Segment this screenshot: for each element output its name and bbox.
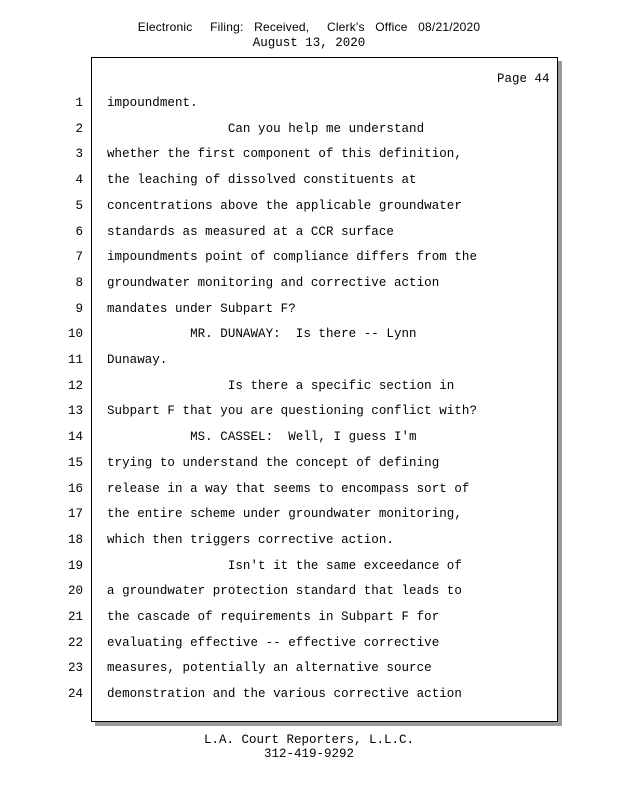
transcript-line: MS. CASSEL: Well, I guess I'm (107, 430, 417, 444)
transcript-line: the cascade of requirements in Subpart F for (107, 610, 440, 624)
line-number: 11 (67, 353, 83, 367)
transcript-line: concentrations above the applicable groundwater (107, 199, 462, 213)
reporter-company: L.A. Court Reporters, L.L.C. (203, 733, 415, 747)
line-number: 18 (67, 533, 83, 547)
transcript-line: Dunaway. (107, 353, 168, 367)
transcript-line: measures, potentially an alternative source (107, 661, 432, 675)
transcript-line: impoundments point of compliance differs from the (107, 250, 478, 264)
line-number: 3 (75, 147, 83, 161)
line-number: 8 (75, 276, 83, 290)
transcript-line: whether the first component of this definition, (107, 147, 462, 161)
line-number: 16 (67, 482, 83, 496)
transcript-date: August 13, 2020 (252, 36, 366, 50)
transcript-line: Is there a specific section in (107, 379, 455, 393)
transcript-line: evaluating effective -- effective corrective (107, 636, 440, 650)
line-number: 21 (67, 610, 83, 624)
line-number: 20 (67, 584, 83, 598)
transcript-line: standards as measured at a CCR surface (107, 225, 394, 239)
line-number: 14 (67, 430, 83, 444)
line-number: 10 (67, 327, 83, 341)
line-number: 7 (75, 250, 83, 264)
reporter-phone: 312-419-9292 (263, 747, 354, 761)
line-number: 4 (75, 173, 83, 187)
line-number: 24 (67, 687, 83, 701)
transcript-line: MR. DUNAWAY: Is there -- Lynn (107, 327, 417, 341)
electronic-filing-stamp: Electronic Filing: Received, Clerk's Office 08/21/2020 (137, 20, 481, 34)
line-number: 1 (75, 96, 83, 110)
line-number: 17 (67, 507, 83, 521)
line-number: 22 (67, 636, 83, 650)
line-number: 15 (67, 456, 83, 470)
line-number: 13 (67, 404, 83, 418)
line-number: 5 (75, 199, 83, 213)
transcript-line: Isn't it the same exceedance of (107, 559, 462, 573)
line-number: 2 (75, 122, 83, 136)
transcript-line: the leaching of dissolved constituents at (107, 173, 417, 187)
transcript-line: Subpart F that you are questioning conflict with? (107, 404, 478, 418)
footer (0, 733, 618, 761)
transcript-line: Can you help me understand (107, 122, 425, 136)
transcript-line: trying to understand the concept of defining (107, 456, 440, 470)
transcript-line: demonstration and the various corrective action (107, 687, 462, 701)
line-number: 23 (67, 661, 83, 675)
line-number: 19 (67, 559, 83, 573)
line-number: 9 (75, 302, 83, 316)
transcript-line: the entire scheme under groundwater monitoring, (107, 507, 462, 521)
transcript-line: which then triggers corrective action. (107, 533, 394, 547)
transcript-line: release in a way that seems to encompass sort of (107, 482, 470, 496)
page-number: Page 44 (497, 72, 550, 86)
line-number: 12 (67, 379, 83, 393)
transcript-line: mandates under Subpart F? (107, 302, 296, 316)
line-number: 6 (75, 225, 83, 239)
transcript-line: a groundwater protection standard that leads to (107, 584, 462, 598)
transcript-line: impoundment. (107, 96, 198, 110)
transcript-line: groundwater monitoring and corrective action (107, 276, 440, 290)
